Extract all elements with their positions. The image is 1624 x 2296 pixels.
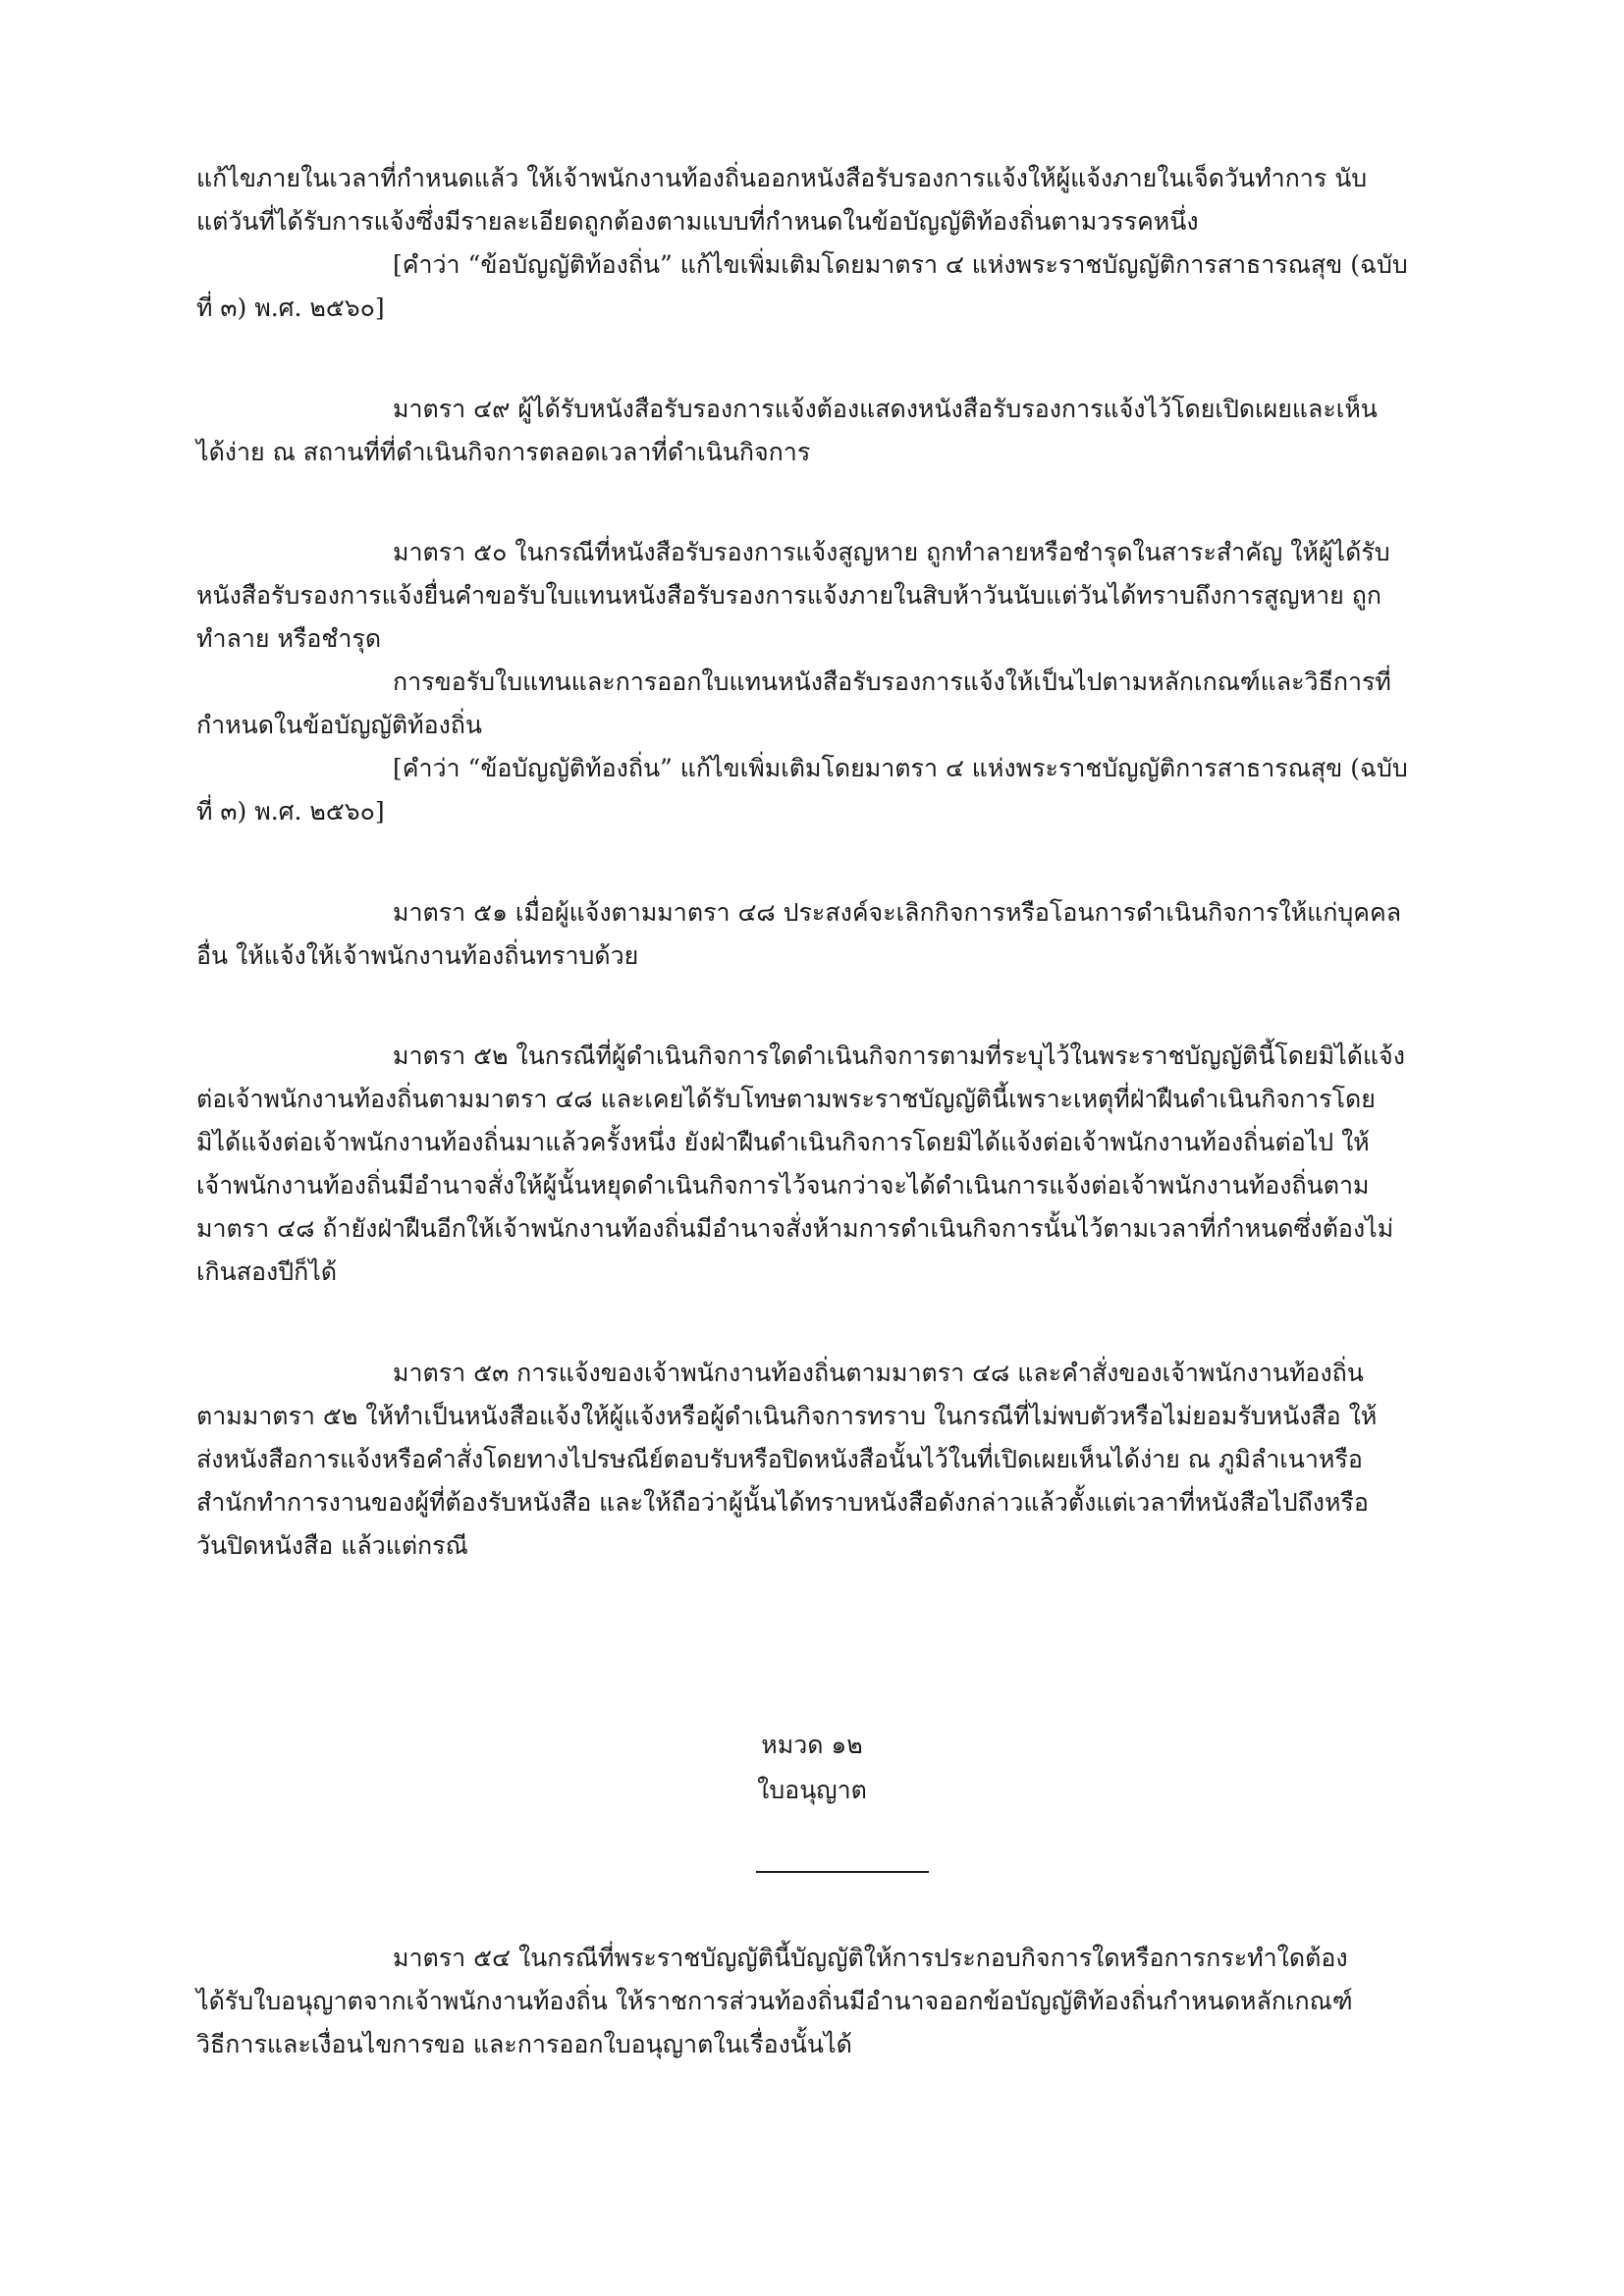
text-line: มาตรา ๔๘ ถ้ายังฝ่าฝืนอีกให้เจ้าพนักงานท้องถิ่นมีอำนาจสั่งห้ามการดำเนินกิจการนั้นไว้ตามเวลาที่กำหนดซึ่งต้องไม่: [196, 1214, 1394, 1243]
text-line: [คำว่า “ข้อบัญญัติท้องถิ่น” แก้ไขเพิ่มเติมโดยมาตรา ๔ แห่งพระราชบัญญัติการสาธารณสุข (ฉบับ: [393, 250, 1408, 279]
text-line: ส่งหนังสือการแจ้งหรือคำสั่งโดยทางไปรษณีย์ตอบรับหรือปิดหนังสือนั้นไว้ในที่เปิดเผยเห็นได้ง่าย ณ ภูมิลำเนาหรือ: [196, 1445, 1363, 1473]
text-line: หนังสือรับรองการแจ้งยื่นคำขอรับใบแทนหนังสือรับรองการแจ้งภายในสิบห้าวันนับแต่วันได้ทราบถึงการสูญหาย ถูก: [196, 581, 1381, 610]
text-line: มาตรา ๕๔ ในกรณีที่พระราชบัญญัตินี้บัญญัติให้การประกอบกิจการใดหรือการกระทำใดต้อง: [393, 1944, 1348, 1972]
text-line: วิธีการและเงื่อนไขการขอ และการออกใบอนุญาตในเรื่องนั้นได้: [196, 2030, 852, 2058]
text-line: ที่ ๓) พ.ศ. ๒๕๖๐]: [196, 294, 385, 322]
text-line: มาตรา ๕๐ ในกรณีที่หนังสือรับรองการแจ้งสูญหาย ถูกทำลายหรือชำรุดในสาระสำคัญ ให้ผู้ได้รับ: [393, 538, 1390, 566]
text-line: วันปิดหนังสือ แล้วแต่กรณี: [196, 1531, 468, 1560]
text-line: ตามมาตรา ๕๒ ให้ทำเป็นหนังสือแจ้งให้ผู้แจ้งหรือผู้ดำเนินกิจการทราบ ในกรณีที่ไม่พบตัวหรือไม่ยอมรับหนังสือ ให้: [196, 1402, 1378, 1430]
text-line: เจ้าพนักงานท้องถิ่นมีอำนาจสั่งให้ผู้นั้นหยุดดำเนินกิจการไว้จนกว่าจะได้ดำเนินการแจ้งต่อเจ้าพนักงานท้องถิ่นตาม: [196, 1171, 1370, 1200]
text-line: ที่ ๓) พ.ศ. ๒๕๖๐]: [196, 797, 385, 826]
text-line: เกินสองปีก็ได้: [196, 1257, 338, 1286]
text-line: แก้ไขภายในเวลาที่กำหนดแล้ว ให้เจ้าพนักงานท้องถิ่นออกหนังสือรับรองการแจ้งให้ผู้แจ้งภายในเจ็ดวันทำการ นับ: [196, 164, 1368, 192]
text-line: ต่อเจ้าพนักงานท้องถิ่นตามมาตรา ๔๘ และเคยได้รับโทษตามพระราชบัญญัตินี้เพราะเหตุที่ฝ่าฝืนดำเนินกิจการโดย: [196, 1085, 1376, 1113]
text-line: อื่น ให้แจ้งให้เจ้าพนักงานท้องถิ่นทราบด้วย: [196, 941, 639, 970]
text-line: การขอรับใบแทนและการออกใบแทนหนังสือรับรองการแจ้งให้เป็นไปตามหลักเกณฑ์และวิธีการที่: [393, 667, 1391, 696]
text-line: ได้รับใบอนุญาตจากเจ้าพนักงานท้องถิ่น ให้ราชการส่วนท้องถิ่นมีอำนาจออกข้อบัญญัติท้องถิ่นกำหนดหลักเกณฑ์: [196, 1987, 1353, 2015]
text-line: [คำว่า “ข้อบัญญัติท้องถิ่น” แก้ไขเพิ่มเติมโดยมาตรา ๔ แห่งพระราชบัญญัติการสาธารณสุข (ฉบับ: [393, 754, 1408, 782]
chapter-divider: [756, 1871, 929, 1873]
chapter-number: หมวด ๑๒: [761, 1731, 863, 1759]
chapter-title: ใบอนุญาต: [757, 1776, 867, 1804]
text-line: ทำลาย หรือชำรุด: [196, 624, 382, 653]
text-line: มาตรา ๕๒ ในกรณีที่ผู้ดำเนินกิจการใดดำเนินกิจการตามที่ระบุไว้ในพระราชบัญญัตินี้โดยมิได้แจ้ง: [393, 1041, 1405, 1070]
text-line: มาตรา ๕๑ เมื่อผู้แจ้งตามมาตรา ๔๘ ประสงค์จะเลิกกิจการหรือโอนการดำเนินกิจการให้แก่บุคคล: [393, 898, 1402, 927]
text-line: มิได้แจ้งต่อเจ้าพนักงานท้องถิ่นมาแล้วครั้งหนึ่ง ยังฝ่าฝืนดำเนินกิจการโดยมิได้แจ้งต่อเจ้าพนักงานท้องถิ่นต่อไป ให้: [196, 1128, 1370, 1156]
text-line: แต่วันที่ได้รับการแจ้งซึ่งมีรายละเอียดถูกต้องตามแบบที่กำหนดในข้อบัญญัติท้องถิ่นตามวรรคหนึ่ง: [196, 207, 1199, 236]
text-line: มาตรา ๕๓ การแจ้งของเจ้าพนักงานท้องถิ่นตามมาตรา ๔๘ และคำสั่งของเจ้าพนักงานท้องถิ่น: [393, 1359, 1364, 1387]
text-line: ได้ง่าย ณ สถานที่ที่ดำเนินกิจการตลอดเวลาที่ดำเนินกิจการ: [196, 438, 811, 466]
text-line: มาตรา ๔๙ ผู้ได้รับหนังสือรับรองการแจ้งต้องแสดงหนังสือรับรองการแจ้งไว้โดยเปิดเผยและเห็น: [393, 395, 1378, 423]
text-line: สำนักทำการงานของผู้ที่ต้องรับหนังสือ และให้ถือว่าผู้นั้นได้ทราบหนังสือดังกล่าวแล้วตั้งแต่เวลาที่หนังสือไปถึงหรือ: [196, 1488, 1369, 1517]
text-line: กำหนดในข้อบัญญัติท้องถิ่น: [196, 711, 483, 739]
